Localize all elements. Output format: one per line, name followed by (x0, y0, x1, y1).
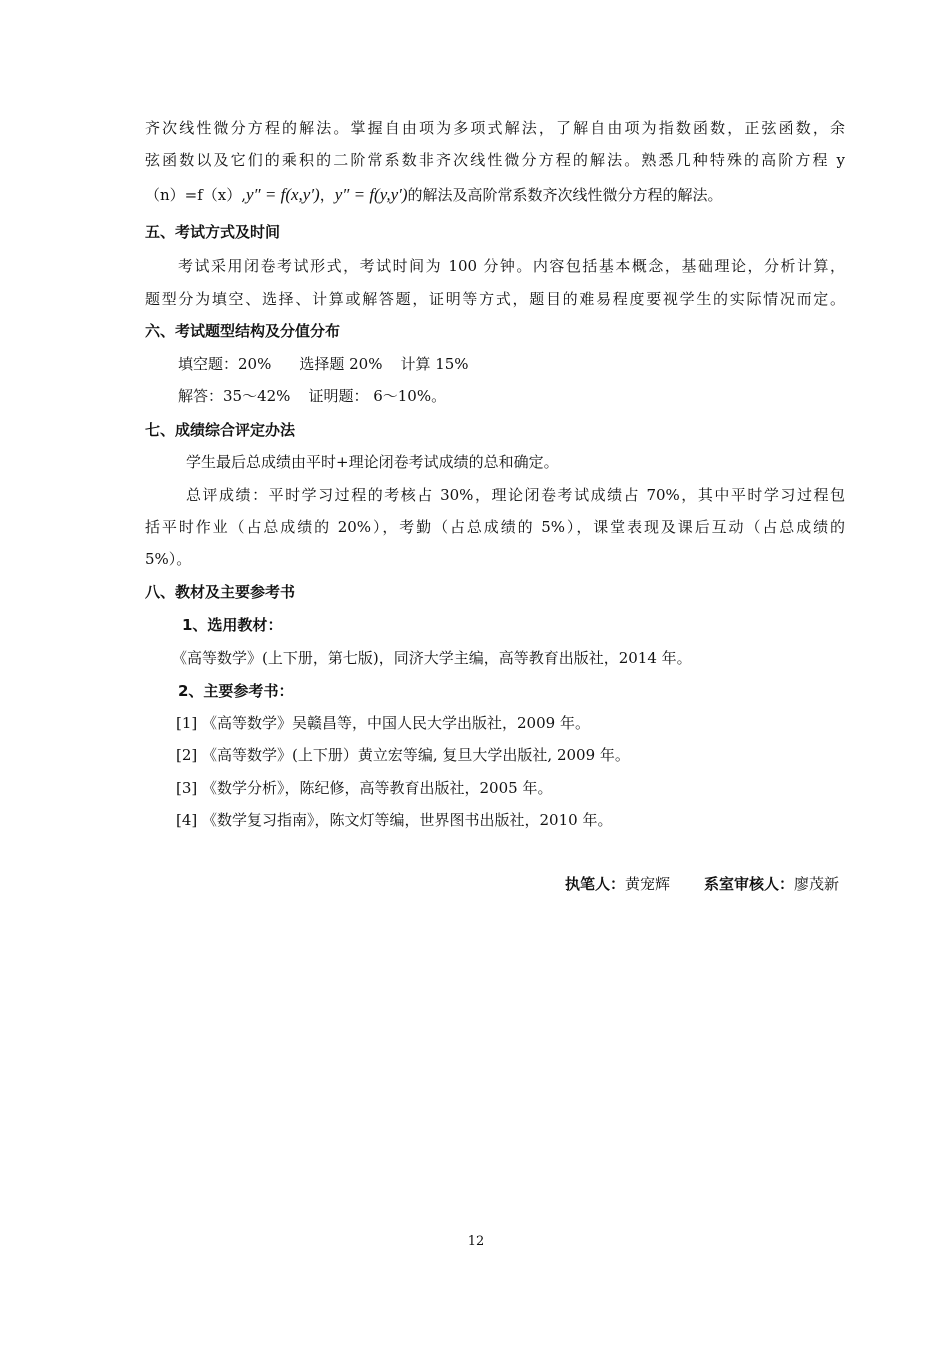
formula-1: y″ = f(x,y′) (246, 185, 320, 204)
page-number: 12 (467, 1234, 485, 1249)
subheading-textbook: 1、选用教材： (182, 616, 283, 634)
textbook-entry: 《高等数学》(上下册，第七版)，同济大学主编，高等教育出版社，2014 年。 (172, 649, 692, 667)
paragraph-line: 考试采用闭卷考试形式，考试时间为 100 分钟。内容包括基本概念，基础理论，分析计算， (178, 257, 845, 275)
formula-separator: ， (319, 186, 335, 204)
section-heading: 五、考试方式及时间 (145, 223, 281, 241)
reference-item: [4] 《数学复习指南》，陈文灯等编，世界图书出版社，2010 年。 (176, 811, 613, 829)
section-heading: 七、成绩综合评定办法 (145, 421, 296, 439)
paragraph-line: 弦函数以及它们的乘积的二阶常系数非齐次线性微分方程的解法。熟悉几种特殊的高阶方程 y (145, 151, 845, 169)
paragraph-line: 齐次线性微分方程的解法。掌握自由项为多项式解法，了解自由项为指数函数，正弦函数，余 (145, 119, 845, 137)
score-line-1 (178, 354, 878, 374)
subheading-references: 2、主要参考书： (178, 682, 294, 700)
paragraph-line: 括平时作业（占总成绩的 20%），考勤（占总成绩的 5%），课堂表现及课后互动（占总成绩的 (145, 518, 845, 536)
reference-item: [1] 《高等数学》吴赣昌等，中国人民大学出版社，2009 年。 (176, 714, 590, 732)
score-answer: 解答：35～42% (178, 387, 291, 405)
signature-line (565, 873, 839, 894)
paragraph-line: 学生最后总成绩由平时+理论闭卷考试成绩的总和确定。 (186, 453, 559, 471)
reviewer-name: 廖茂新 (793, 875, 839, 893)
score-calc: 计算 15% (400, 355, 469, 373)
reference-item: [3] 《数学分析》，陈纪修，高等教育出版社，2005 年。 (176, 779, 553, 797)
reviewer-label: 系室审核人： (703, 875, 794, 893)
formula-line (145, 185, 845, 205)
author-label: 执笔人： (564, 875, 625, 893)
score-proof: 证明题： 6～10%。 (308, 387, 447, 405)
paragraph-line: 题型分为填空、选择、计算或解答题，证明等方式，题目的难易程度要视学生的实际情况而定。 (145, 290, 845, 308)
paragraph-line: 5%）。 (145, 550, 192, 568)
paragraph-line: 总评成绩：平时学习过程的考核占 30%，理论闭卷考试成绩占 70%，其中平时学习过程包 (186, 486, 845, 504)
reference-item: [2] 《高等数学》(上下册）黄立宏等编, 复旦大学出版社, 2009 年。 (176, 746, 630, 764)
score-choice: 选择题 20% (299, 355, 383, 373)
score-line-2 (178, 386, 878, 406)
section-heading: 六、考试题型结构及分值分布 (145, 322, 341, 340)
author-name: 黄宠辉 (624, 875, 670, 893)
formula-prefix: （n）=f（x）, (145, 186, 247, 204)
score-fill-blank: 填空题：20% (178, 355, 272, 373)
formula-2: y″ = f(y,y′) (334, 185, 408, 204)
formula-suffix: 的解法及高阶常系数齐次线性微分方程的解法。 (407, 186, 723, 204)
section-heading: 八、教材及主要参考书 (145, 583, 296, 601)
